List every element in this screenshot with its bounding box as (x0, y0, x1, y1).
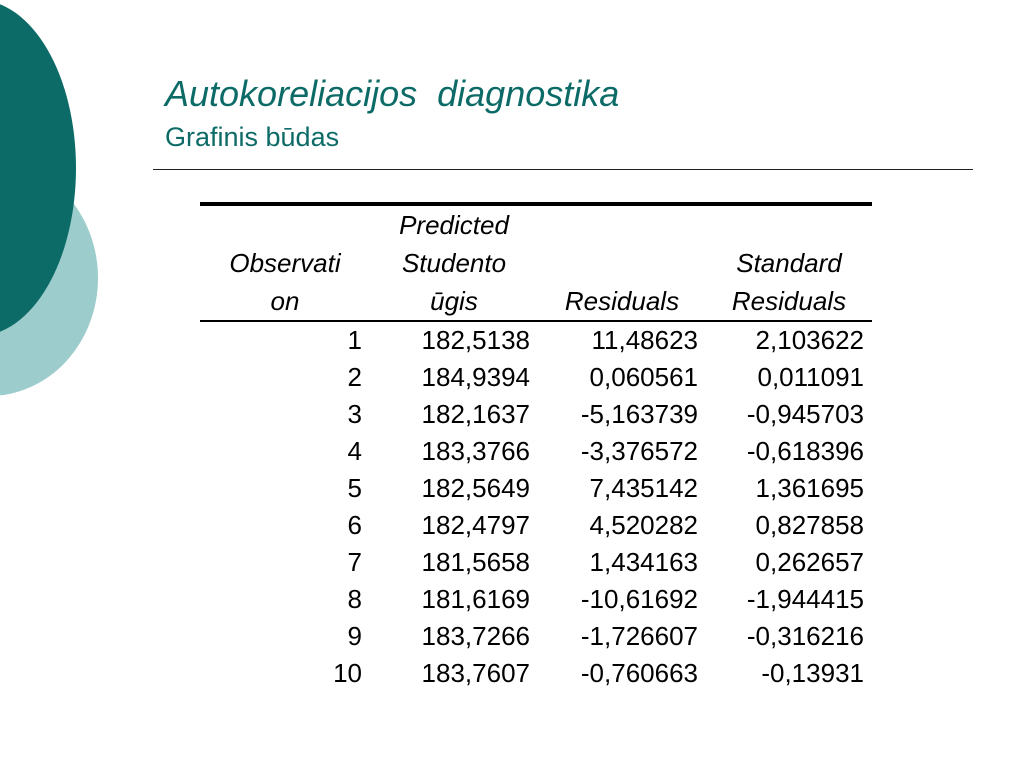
observation-cell: 6 (347, 510, 362, 540)
header-standard-residuals (706, 204, 872, 321)
standard-residual-cell: -0,316216 (746, 621, 864, 651)
residuals-table-container (200, 202, 872, 692)
residual-cell: -10,61692 (580, 584, 698, 614)
observation-cell: 9 (347, 621, 362, 651)
residual-cell: -1,726607 (580, 621, 698, 651)
table-row (200, 470, 872, 507)
residual-cell: -3,376572 (580, 436, 698, 466)
standard-residual-cell: -1,944415 (746, 584, 864, 614)
table-header-row (200, 204, 872, 321)
slide-title: Autokoreliacijos diagnostika (165, 73, 620, 114)
observation-cell: 1 (347, 325, 362, 355)
residual-cell: 4,520282 (589, 510, 698, 540)
table-row (200, 544, 872, 581)
standard-residual-cell: 2,103622 (755, 325, 864, 355)
observation-cell: 5 (347, 473, 362, 503)
observation-cell: 10 (333, 658, 362, 688)
predicted-cell: 183,7607 (421, 658, 530, 688)
header-residuals (538, 204, 706, 321)
header-observation-line-1: Observati (229, 248, 341, 278)
header-standard-residuals-line-2: Residuals (731, 286, 847, 316)
table-row (200, 396, 872, 433)
table-row (200, 433, 872, 470)
table-row (200, 618, 872, 655)
predicted-cell: 182,4797 (421, 510, 530, 540)
table-row (200, 581, 872, 618)
slide-subtitle: Grafinis būdas (165, 122, 340, 152)
standard-residual-cell: -0,13931 (761, 658, 864, 688)
residual-cell: 11,48623 (591, 325, 698, 355)
observation-cell: 4 (347, 436, 362, 466)
predicted-cell: 182,1637 (421, 399, 530, 429)
header-predicted (370, 204, 538, 321)
header-observation-line-2: on (270, 286, 300, 316)
header-predicted-line-1: Predicted (399, 210, 509, 240)
table-row (200, 321, 872, 359)
title-divider (153, 169, 973, 170)
predicted-cell: 181,6169 (421, 584, 530, 614)
standard-residual-cell: -0,945703 (746, 399, 864, 429)
predicted-cell: 183,3766 (421, 436, 530, 466)
predicted-cell: 181,5658 (421, 547, 530, 577)
observation-cell: 3 (347, 399, 362, 429)
residual-cell: -5,163739 (580, 399, 698, 429)
residual-cell: -0,760663 (580, 658, 698, 688)
standard-residual-cell: 0,262657 (755, 547, 864, 577)
table-row (200, 359, 872, 396)
observation-cell: 8 (347, 584, 362, 614)
predicted-cell: 183,7266 (421, 621, 530, 651)
predicted-cell: 182,5138 (421, 325, 530, 355)
predicted-cell: 182,5649 (421, 473, 530, 503)
residual-cell: 1,434163 (589, 547, 698, 577)
standard-residual-cell: 0,011091 (757, 362, 864, 392)
observation-cell: 2 (347, 362, 362, 392)
table-row (200, 655, 872, 692)
header-predicted-line-3: ūgis (430, 286, 478, 316)
header-standard-residuals-line-1: Standard (736, 248, 842, 278)
residual-cell: 0,060561 (589, 362, 698, 392)
header-observation (200, 204, 370, 321)
predicted-cell: 184,9394 (421, 362, 530, 392)
standard-residual-cell: -0,618396 (746, 436, 864, 466)
header-residuals-line-1: Residuals (564, 286, 680, 316)
observation-cell: 7 (347, 547, 362, 577)
residual-cell: 7,435142 (589, 473, 698, 503)
standard-residual-cell: 1,361695 (755, 473, 864, 503)
table-row (200, 507, 872, 544)
header-predicted-line-2: Studento (401, 248, 507, 278)
residuals-table (200, 202, 872, 692)
standard-residual-cell: 0,827858 (755, 510, 864, 540)
